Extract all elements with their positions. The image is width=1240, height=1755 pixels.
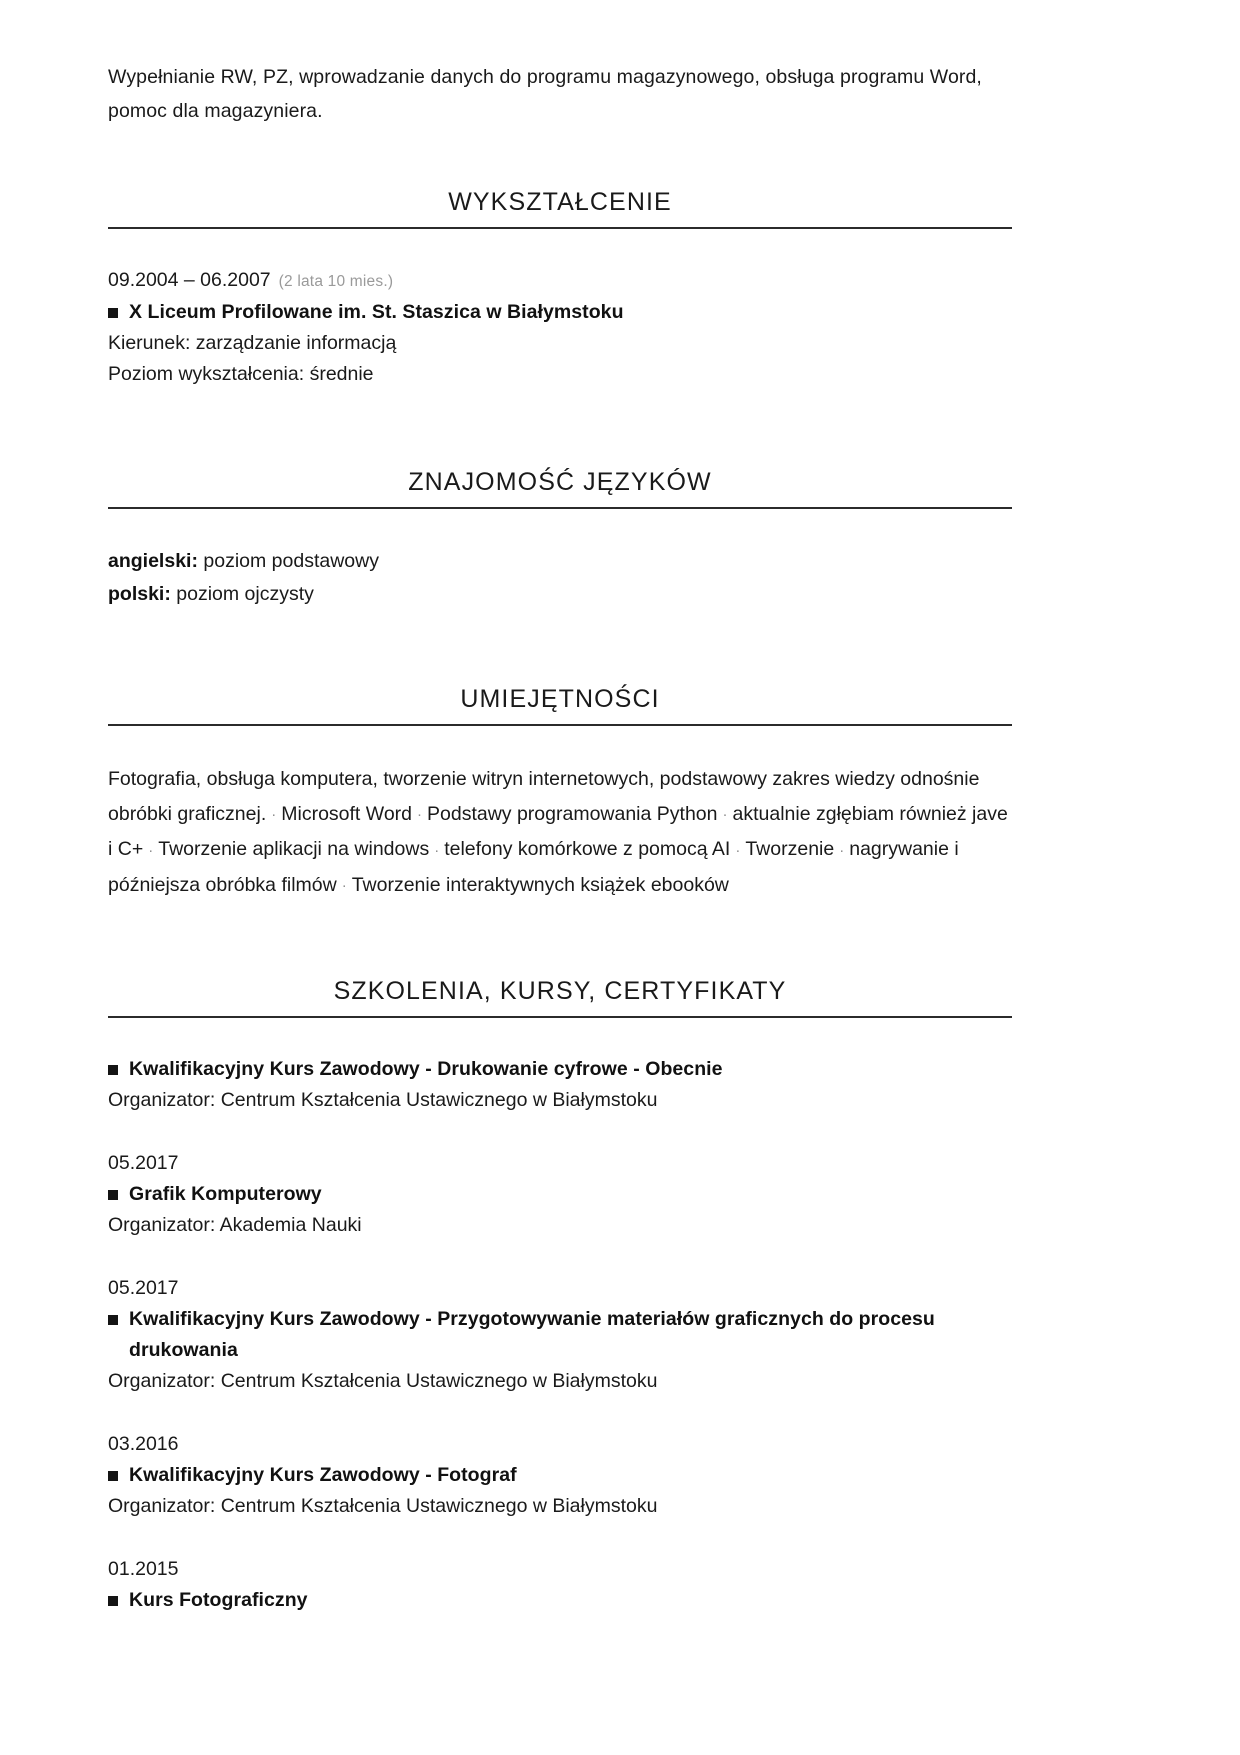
spacer — [108, 128, 1012, 188]
cv-content — [108, 60, 1012, 1616]
training-entry-date: 01.2015 — [108, 1558, 179, 1581]
training-entry-title: Kurs Fotograficzny — [129, 1589, 308, 1612]
square-bullet-icon — [108, 1190, 118, 1200]
spacer — [108, 1116, 1012, 1148]
skill-item: telefony komórkowe z pomocą AI — [444, 838, 731, 861]
skill-separator-icon: · — [434, 841, 440, 859]
skill-separator-icon: · — [271, 806, 277, 824]
training-entry — [108, 1054, 1012, 1116]
training-entry-organizer: Organizator: Akademia Nauki — [108, 1214, 362, 1237]
spacer — [108, 1397, 1012, 1429]
training-entry-title: Kwalifikacyjny Kurs Zawodowy - Przygotowywanie materiałów graficznych do procesu drukowania — [129, 1308, 935, 1362]
spacer — [108, 1522, 1012, 1554]
language-level: poziom ojczysty — [176, 583, 314, 605]
language-item — [108, 578, 1012, 611]
training-entry — [108, 1148, 1012, 1241]
skill-separator-icon: · — [341, 877, 347, 895]
language-name: polski: — [108, 583, 171, 605]
section-languages — [108, 468, 1012, 611]
section-title-skills: UMIEJĘTNOŚCI — [460, 685, 660, 713]
skill-separator-icon: · — [148, 841, 154, 859]
skill-item: Podstawy programowania Python — [427, 803, 718, 825]
section-title-trainings: SZKOLENIA, KURSY, CERTYFIKATY — [333, 977, 787, 1006]
training-entry-date: 05.2017 — [108, 1277, 179, 1300]
spacer — [108, 390, 1012, 468]
spacer — [108, 229, 1012, 265]
education-entry-date-row — [108, 265, 1012, 297]
education-entry-title-row — [108, 297, 1012, 328]
training-entry-title-row — [108, 1054, 1012, 1085]
skill-item: aktualnie zgłębiam również jave i C+ — [108, 803, 1008, 861]
section-skills — [108, 685, 1012, 903]
skill-separator-icon: · — [839, 841, 845, 859]
section-education — [108, 188, 1012, 390]
spacer — [108, 611, 1012, 685]
skill-item: Tworzenie — [745, 838, 835, 861]
training-entry — [108, 1429, 1012, 1522]
skill-separator-icon: · — [417, 806, 422, 824]
skill-item: Microsoft Word — [281, 803, 412, 825]
square-bullet-icon — [108, 1315, 118, 1325]
spacer — [108, 726, 1012, 762]
skill-item: Tworzenie aplikacji na windows — [158, 838, 430, 861]
education-entry-level: Poziom wykształcenia: średnie — [108, 363, 374, 385]
spacer — [108, 1018, 1012, 1054]
training-entry-organizer: Organizator: Centrum Kształcenia Ustawicznego w Białymstoku — [108, 1370, 658, 1393]
square-bullet-icon — [108, 1471, 118, 1481]
training-entry — [108, 1554, 1012, 1616]
education-entry-field: Kierunek: zarządzanie informacją — [108, 332, 397, 354]
spacer — [108, 903, 1012, 977]
language-level: poziom podstawowy — [203, 550, 379, 572]
training-entry-title-row — [108, 1179, 1012, 1210]
training-entry-title: Grafik Komputerowy — [129, 1183, 322, 1206]
education-entry-date: 09.2004 – 06.2007 — [108, 269, 271, 291]
spacer — [108, 509, 1012, 545]
education-entry-duration: (2 lata 10 mies.) — [278, 273, 394, 290]
training-entry-title-row — [108, 1585, 1012, 1616]
language-item — [108, 545, 1012, 578]
education-entry-school: X Liceum Profilowane im. St. Staszica w Białymstoku — [129, 301, 624, 323]
square-bullet-icon — [108, 308, 118, 318]
square-bullet-icon — [108, 1596, 118, 1606]
education-entry — [108, 265, 1012, 390]
square-bullet-icon — [108, 1065, 118, 1075]
spacer — [108, 1241, 1012, 1273]
section-trainings — [108, 977, 1012, 1616]
language-name: angielski: — [108, 550, 198, 572]
skill-separator-icon: · — [735, 841, 741, 859]
section-title-education: WYKSZTAŁCENIE — [448, 188, 672, 216]
skill-item: Tworzenie interaktywnych książek ebooków — [351, 873, 729, 896]
section-title-languages: ZNAJOMOŚĆ JĘZYKÓW — [408, 468, 712, 496]
skills-lead: Fotografia, obsługa komputera, tworzenie witryn internetowych, podstawowy zakres wiedzy odnośnie obróbki graficznej. — [108, 768, 980, 825]
training-entry-date: 05.2017 — [108, 1152, 179, 1175]
training-entry-organizer: Organizator: Centrum Kształcenia Ustawicznego w Białymstoku — [108, 1089, 658, 1112]
training-entry-title-row — [108, 1460, 1012, 1491]
skill-item: nagrywanie i późniejsza obróbka filmów — [108, 838, 959, 896]
training-entry-title-row — [108, 1304, 1012, 1366]
skills-paragraph — [108, 762, 1012, 903]
training-entry-organizer: Organizator: Centrum Kształcenia Ustawicznego w Białymstoku — [108, 1495, 658, 1518]
training-entry — [108, 1273, 1012, 1397]
training-entry-date: 03.2016 — [108, 1433, 179, 1456]
training-entry-title: Kwalifikacyjny Kurs Zawodowy - Fotograf — [129, 1464, 517, 1487]
skill-separator-icon: · — [722, 806, 728, 824]
intro-paragraph: Wypełnianie RW, PZ, wprowadzanie danych do programu magazynowego, obsługa programu Word, pomoc dla magazyniera. — [108, 66, 982, 122]
training-entry-title: Kwalifikacyjny Kurs Zawodowy - Drukowanie cyfrowe - Obecnie — [129, 1058, 723, 1081]
